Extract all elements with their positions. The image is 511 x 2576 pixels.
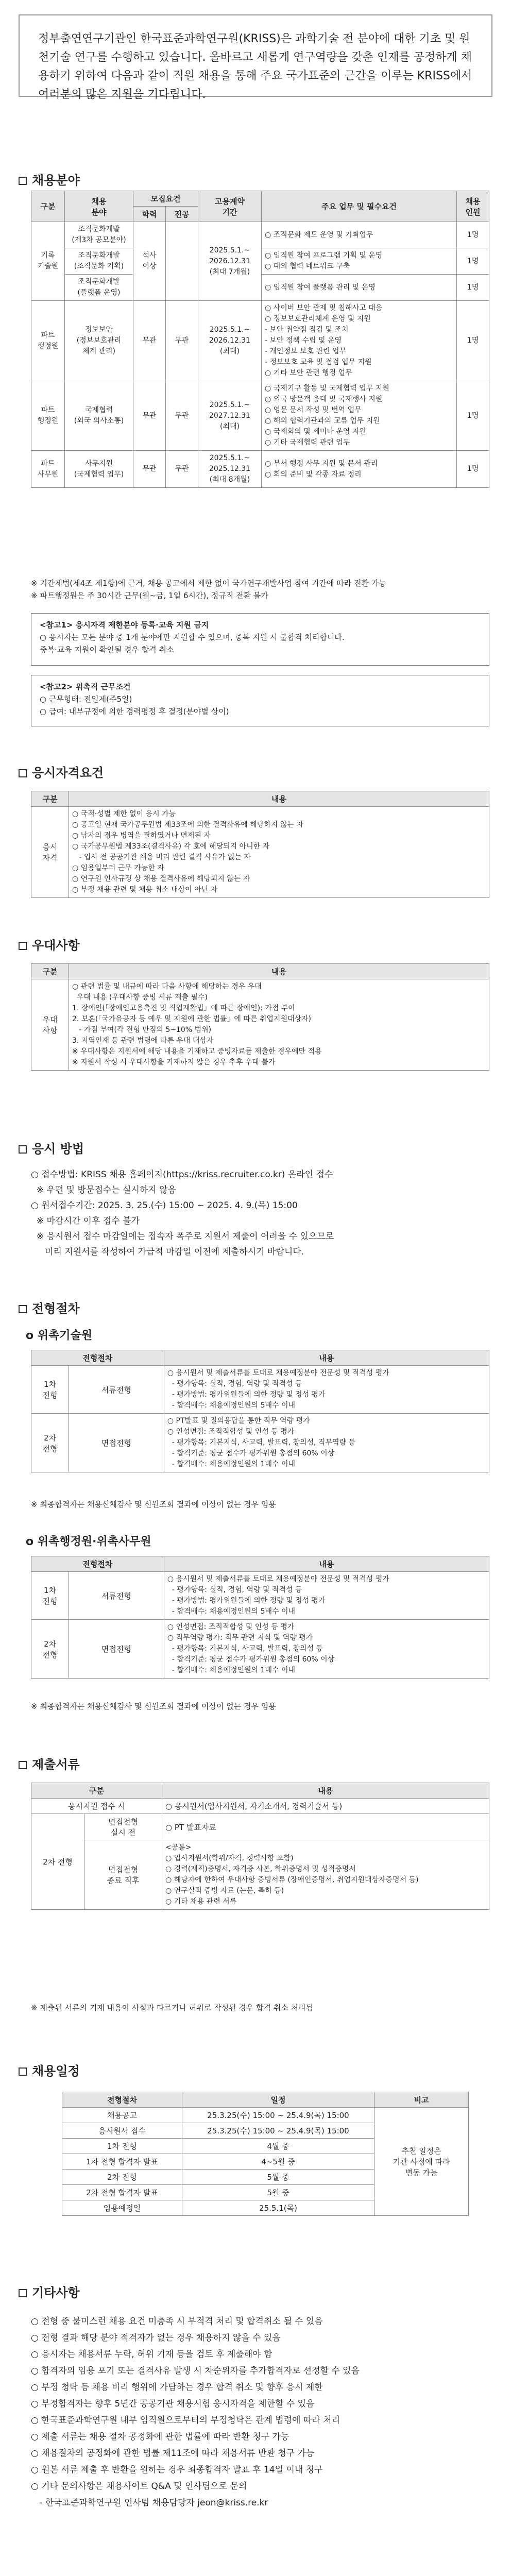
recruit-major-cell: 무관 xyxy=(166,381,198,451)
recruit-duties-cell: ○ 조직문화 제도 운영 및 기획업무 xyxy=(262,222,457,248)
documents-line: ○ 입사지원서(학위/자격, 경력사항 포함) xyxy=(165,1854,294,1862)
recruit-count-cell: 1명 xyxy=(457,451,489,488)
recruit-duties-cell: ○ 국제기구 활동 및 국제협력 업무 지원 ○ 외국 방문객 응대 및 국제행사 지원 ○ 영문 문서 작성 및 번역 업무 ○ 해외 협력기관과의 교류 업무 지원 ○ 국제회의 및 세미나 운영 지원 ○ 기타 국제협력 관련 업무 xyxy=(262,381,457,451)
square-bullet-icon xyxy=(19,942,27,950)
recruit-count-cell: 1명 xyxy=(457,301,489,381)
etc-line: ○ 응시자는 채용서류 누락, 허위 기재 등을 검토 후 제출해야 함 xyxy=(31,2349,272,2360)
process-a-line: - 평가방법: 평가위원들에 의한 정량 및 정성 평가 xyxy=(167,1391,326,1399)
schedule-table: 전형절차 일정 비고 채용공고 25.3.25(수) 15:00 ~ 25.4.9(목) 15:00 추천 일정은 기관 사정에 따라 변동 가능 응시원서 접수 25.3.25(수) 15:00 ~ 25.4.9(목) 15:00 1차 전형 4월 중 1차 전형 합격자 발표 4~5월 중 2차 전형 5월 중 2차 전형 합격자 발표 5월 중 임용예정일 25.5.1(목) xyxy=(62,2092,469,2216)
section-title-documents: 제출서류 xyxy=(19,1754,80,1772)
preference-line: ※ 우대사항은 지원서에 해당 내용을 기재하고 증빙자료를 제출한 경우에만 적용 xyxy=(72,1047,322,1056)
process-a-name-cell: 서류전형 xyxy=(69,1366,164,1414)
recruit-major-cell xyxy=(166,222,198,301)
apply-line: ※ 응시원서 접수 마감일에는 접속자 폭주로 지원서 제출이 어려울 수 있으므로 xyxy=(31,1231,334,1242)
preference-table: 구분 내용 우대 사항 ○ 관련 법률 및 내규에 따라 다음 사항에 해당하는 경우 우대 우대 내용 (우대사항 증빙 서류 제출 필수) 1. 장애인(「장애인고용촉진 및 직업재활법」에 따른 장애인): 가점 부여 2. 보훈(「국가유공자 등 예우 및 지원에 관한 법률」에 따른 취업지원대상자) - 가점 부여(각 전형 만점의 5~10% 범위) 3. 지역인재 등 관련 법령에 따른 우대 대상자 ※ 우대사항은 지원서에 해당 내용을 기재하고 증빙자료를 제출한 경우에만 적용 ※ 지원서 작성 시 우대사항을 기재하지 않은 경우 추후 우대 불가 xyxy=(31,963,489,1071)
etc-line: - 한국표준과학연구원 인사팀 채용담당자 jeon@kriss.re.kr xyxy=(31,2498,268,2508)
recruit-field-cell: 조직문화개발 (조직문화 기획) xyxy=(65,248,133,275)
recruit-period-cell: 2025.5.1.~ 2026.12.31 (최대) xyxy=(198,301,262,381)
schedule-row xyxy=(62,2108,469,2123)
process-a-line: - 평가항목: 기본지식, 사고력, 발표력, 창의성, 직무역량 등 xyxy=(167,1438,355,1447)
process-b-name-cell: 서류전형 xyxy=(69,1572,164,1620)
apply-content xyxy=(31,1167,489,1260)
process-a-line: - 평가항목: 실적, 경험, 역량 및 적격성 등 xyxy=(167,1380,302,1388)
square-bullet-icon xyxy=(19,1145,27,1154)
intro-text: 정부출연연구기관인 한국표준과학연구원(KRISS)은 과학기술 전 분야에 대한 기초 및 원천기술 연구를 수행하고 있습니다. 올바르고 새롭게 연구역량을 갖춘 인재를 공정하게 채용하기 위하여 다음과 같이 직원 채용을 통해 주요 국가표준의 근간을 이루는 KRISS에서 여러분의 많은 지원을 기다립니다. xyxy=(38,32,472,101)
recruit-group-cell: 기록 기술원 xyxy=(31,222,65,301)
recruit-header-major: 전공 xyxy=(166,207,198,222)
schedule-stage-cell: 2차 전형 합격자 발표 xyxy=(62,2185,182,2200)
preference-line: ○ 관련 법률 및 내규에 따라 다음 사항에 해당하는 경우 우대 xyxy=(72,982,262,991)
recruit-header-period: 고용계약 기간 xyxy=(198,191,262,222)
qualification-line: ○ 연구원 인사규정 상 채용 결격사유에 해당되지 않는 자 xyxy=(72,875,250,883)
qualification-line: ○ 공고일 현재 국가공무원법 제33조에 의한 결격사유에 해당하지 않는 자 xyxy=(72,821,303,829)
process-b-stage-cell: 1차 전형 xyxy=(31,1572,69,1620)
documents-note: ※ 제출된 서류의 기재 내용이 사실과 다르거나 허위로 작성된 경우 합격 취소 처리됨 xyxy=(31,2003,313,2012)
qualification-line: - 입사 전 공공기관 채용 비리 관련 결격 사유가 없는 자 xyxy=(72,853,251,861)
process-a-line: - 합격기준: 평균 점수가 평가위원 총점의 60% 이상 xyxy=(167,1449,335,1458)
square-bullet-icon xyxy=(19,1761,27,1769)
preference-line: 3. 지역인재 등 관련 법령에 따른 우대 대상자 xyxy=(72,1037,214,1045)
schedule-stage-cell: 임용예정일 xyxy=(62,2200,182,2216)
preference-line: 2. 보훈(「국가유공자 등 예우 및 지원에 관한 법률」에 따른 취업지원대상자) xyxy=(72,1015,312,1023)
square-bullet-icon xyxy=(19,769,27,777)
recruit-period-cell: 2025.5.1.~ 2025.12.31 (최대 8개월) xyxy=(198,451,262,488)
documents-line: ○ 기타 채용 관련 서류 xyxy=(165,1897,237,1906)
section-title-apply: 응시 방법 xyxy=(19,1139,84,1157)
schedule-stage-cell: 2차 전형 xyxy=(62,2170,182,2185)
process-a-line: ○ 응시원서 및 제출서류를 토대로 채용예정분야 전문성 및 적격성 평가 xyxy=(167,1369,389,1377)
apply-line: 미리 지원서를 작성하여 가급적 마감일 이전에 제출하시기 바랍니다. xyxy=(31,1247,304,1257)
process-b-line: - 합격배수: 채용예정인원의 5배수 이내 xyxy=(167,1607,296,1616)
circle-bullet-icon: o xyxy=(26,1535,38,1548)
process-a-name-cell: 면접전형 xyxy=(69,1414,164,1472)
etc-line: ○ 한국표준과학연구원 내부 임직원으로부터의 부정청탁은 관계 법령에 따라 처리 xyxy=(31,2415,340,2426)
process-b-content-cell xyxy=(164,1620,489,1679)
note-box-2: <참고2> 위촉직 근무조건 ○ 근무형태: 전일제(주5일) ○ 급여: 내부규정에 의한 경력평정 후 결정(분야별 상이) xyxy=(31,675,489,726)
square-bullet-icon xyxy=(19,177,27,185)
recruit-count-cell: 1명 xyxy=(457,275,489,301)
process-a-content-cell xyxy=(164,1414,489,1472)
recruit-edu-cell: 석사 이상 xyxy=(133,222,166,301)
recruit-header-count: 채용 인원 xyxy=(457,191,489,222)
recruit-count-cell: 1명 xyxy=(457,222,489,248)
qualification-line: ○ 임용일부터 근무 가능한 자 xyxy=(72,864,164,872)
process-b-header-content: 내용 xyxy=(164,1556,489,1572)
recruit-duties-cell: ○ 임직원 참여 프로그램 기획 및 운영 ○ 대외 협력 네트워크 구축 xyxy=(262,248,457,275)
recruit-field-cell: 국제협력 (외국 의사소통) xyxy=(65,381,133,451)
section-title-schedule: 채용일정 xyxy=(19,2061,80,2079)
process-b-name-cell: 면접전형 xyxy=(69,1620,164,1679)
process-a-content-cell xyxy=(164,1366,489,1414)
recruit-header-edu: 학력 xyxy=(133,207,166,222)
schedule-date-cell: 25.5.1(목) xyxy=(182,2200,374,2216)
process-b-title: o 위촉행정원·위촉사무원 xyxy=(26,1535,151,1548)
qualification-line: ○ 남자의 경우 병역을 필하였거나 면제된 자 xyxy=(72,832,211,840)
etc-content xyxy=(31,2313,489,2511)
documents-line: ○ 연구실적 증빙 자료 (논문, 특허 등) xyxy=(165,1887,284,1895)
recruit-field-cell: 사무지원 (국제협력 업무) xyxy=(65,451,133,488)
process-b-line: ○ 인성면접: 조직적합성 및 인성 등 평가 xyxy=(167,1623,295,1631)
recruit-major-cell: 무관 xyxy=(166,301,198,381)
recruit-group-cell: 파트 행정원 xyxy=(31,381,65,451)
preference-line: 우대 내용 (우대사항 증빙 서류 제출 필수) xyxy=(72,993,208,1002)
process-a-line: - 합격배수: 채용예정인원의 1배수 이내 xyxy=(167,1460,296,1468)
preference-line: ※ 지원서 작성 시 우대사항을 기재하지 않은 경우 추후 우대 불가 xyxy=(72,1058,276,1066)
recruit-duties-cell: ○ 사이버 보안 관제 및 침해사고 대응 ○ 정보보호관리체계 운영 및 지원 - 보안 취약점 점검 및 조치 - 보안 정책 수립 및 운영 - 개인정보 보호 관련 업무 - 정보보호 교육 및 점검 업무 지원 ○ 기타 보안 관련 행정 업무 xyxy=(262,301,457,381)
recruit-field-cell: 정보보안 (정보보호관리 체계 관리) xyxy=(65,301,133,381)
square-bullet-icon xyxy=(19,2067,27,2076)
apply-line: ○ 원서접수기간: 2025. 3. 25.(수) 15:00 ~ 2025. 4. 9.(목) 15:00 xyxy=(31,1200,298,1211)
process-b-row xyxy=(31,1572,489,1620)
process-b-row xyxy=(31,1620,489,1679)
recruit-major-cell: 무관 xyxy=(166,451,198,488)
schedule-date-cell: 25.3.25(수) 15:00 ~ 25.4.9(목) 15:00 xyxy=(182,2108,374,2123)
section-title-preference: 우대사항 xyxy=(19,935,80,953)
section-title-etc: 기타사항 xyxy=(19,2282,80,2300)
documents-table: 구분 내용 응시지원 접수 시 ○ 응시원서(입사지원서, 자기소개서, 경력기술서 등) 2차 전형 면접전형 실시 전 ○ PT 발표자료 면접전형 종료 직후 <공통> ○ 입사지원서(학위/자격, 경력사항 포함) ○ 경력(재직)증명서, 자격증 사본, 학위증명서 및 성적증명서 ○ 해당자에 한하여 우대사항 증빙서류 (장애인증명서, 취업지원대상자증명서 등) ○ 연구실적 증빙 자료 (논문, 특허 등) ○ 기타 채용 관련 서류 xyxy=(31,1783,489,1910)
qualification-content xyxy=(69,807,489,898)
process-b-line: - 평가항목: 기본지식, 사고력, 발표력, 창의성 등 xyxy=(167,1645,323,1653)
section-title-process: 전형절차 xyxy=(19,1298,80,1316)
process-a-row xyxy=(31,1366,489,1414)
etc-line: ○ 전형 중 불미스런 채용 요건 미충족 시 부적격 처리 및 합격취소 될 수 있음 xyxy=(31,2316,323,2327)
table-row xyxy=(31,222,489,248)
documents-header-content: 내용 xyxy=(162,1783,489,1799)
table-row xyxy=(31,301,489,381)
square-bullet-icon xyxy=(19,2289,27,2297)
recruit-count-cell: 1명 xyxy=(457,248,489,275)
process-a-table xyxy=(31,1350,489,1472)
process-b-header-stage: 전형절차 xyxy=(31,1556,164,1572)
recruit-period-cell: 2025.5.1.~ 2027.12.31 (최대) xyxy=(198,381,262,451)
etc-line: ○ 전형 결과 해당 분야 적격자가 없는 경우 채용하지 않을 수 있음 xyxy=(31,2333,281,2343)
table-row xyxy=(31,381,489,451)
process-a-line: ○ 인성면접: 조직적합성 및 인성 등 평가 xyxy=(167,1428,295,1436)
qualification-line: ○ 국적·성별 제한 없이 응시 가능 xyxy=(72,810,176,818)
documents-header-stage: 구분 xyxy=(31,1783,162,1799)
schedule-date-cell: 25.3.25(수) 15:00 ~ 25.4.9(목) 15:00 xyxy=(182,2123,374,2139)
preference-line: - 가점 부여(각 전형 만점의 5~10% 범위) xyxy=(72,1026,212,1034)
recruit-duties-cell: ○ 부서 행정 사무 지원 및 문서 관리 ○ 회의 준비 및 각종 자료 정리 xyxy=(262,451,457,488)
recruit-group-cell: 파트 사무원 xyxy=(31,451,65,488)
schedule-date-cell: 5월 중 xyxy=(182,2185,374,2200)
recruit-header-req: 모집요건 xyxy=(133,191,198,207)
schedule-date-cell: 4~5월 중 xyxy=(182,2154,374,2170)
schedule-stage-cell: 1차 전형 xyxy=(62,2139,182,2154)
process-b-content-cell xyxy=(164,1572,489,1620)
documents-stage-1: 응시지원 접수 시 xyxy=(31,1799,162,1814)
table-row xyxy=(31,451,489,488)
documents-line: ○ 경력(재직)증명서, 자격증 사본, 학위증명서 및 성적증명서 xyxy=(165,1865,356,1873)
recruit-count-cell: 1명 xyxy=(457,381,489,451)
process-b-line: - 평가항목: 실적, 경험, 역량 및 적격성 등 xyxy=(167,1586,302,1594)
process-a-stage-cell: 2차 전형 xyxy=(31,1414,69,1472)
qualification-line: ○ 국가공무원법 제33조(결격사유) 각 호에 해당되지 아니한 자 xyxy=(72,842,270,851)
process-a-note: ※ 최종합격자는 채용신체검사 및 신원조회 결과에 이상이 없는 경우 임용 xyxy=(31,1500,276,1509)
etc-line: ○ 제출 서류는 채용 절차 공정화에 관한 법률에 따라 반환 청구 가능 xyxy=(31,2432,289,2442)
process-b-note: ※ 최종합격자는 채용신체검사 및 신원조회 결과에 이상이 없는 경우 임용 xyxy=(31,1702,276,1711)
process-b-line: ○ 직무역량 평가: 직무 관련 지식 및 역량 평가 xyxy=(167,1634,313,1642)
square-bullet-icon xyxy=(19,1305,27,1313)
recruit-edu-cell: 무관 xyxy=(133,381,166,451)
apply-line: ※ 우편 및 방문접수는 실시하지 않음 xyxy=(31,1185,176,1195)
process-a-line: ○ PT발표 및 질의응답을 통한 직무 역량 평가 xyxy=(167,1417,310,1425)
process-a-line: - 합격배수: 채용예정인원의 5배수 이내 xyxy=(167,1401,296,1410)
schedule-remark-cell: 추천 일정은 기관 사정에 따라 변동 가능 xyxy=(374,2108,469,2216)
documents-line: ○ 해당자에 한하여 우대사항 증빙서류 (장애인증명서, 취업지원대상자증명서 등) xyxy=(165,1876,419,1884)
etc-line: ○ 부정 청탁 등 채용 비리 행위에 가담하는 경우 합격 취소 및 향후 응시 제한 xyxy=(31,2382,323,2393)
etc-line: ○ 기타 문의사항은 채용사이트 Q&A 및 인사팀으로 문의 xyxy=(31,2481,247,2492)
documents-line: <공통> xyxy=(165,1843,192,1852)
recruit-header-group: 구분 xyxy=(31,191,65,222)
etc-line: ○ 부정합격자는 향후 5년간 공공기관 채용시험 응시자격을 제한할 수 있음 xyxy=(31,2399,315,2409)
intro-box xyxy=(19,14,492,101)
preference-label: 우대 사항 xyxy=(31,979,69,1071)
documents-stage-2: 2차 전형 xyxy=(31,1814,84,1910)
section-title-recruit: 채용분야 xyxy=(19,170,80,188)
recruit-field-cell: 조직문화개발 (플랫폼 운영) xyxy=(65,275,133,301)
circle-bullet-icon: o xyxy=(26,1329,38,1342)
qualification-label: 응시 자격 xyxy=(31,807,69,898)
process-b-line: - 합격배수: 채용예정인원의 1배수 이내 xyxy=(167,1666,296,1674)
recruit-edu-cell: 무관 xyxy=(133,301,166,381)
recruit-period-cell: 2025.5.1.~ 2026.12.31 (최대 7개월) xyxy=(198,222,262,301)
recruit-field-cell: 조직문화개발 (제3차 공모분야) xyxy=(65,222,133,248)
documents-content xyxy=(162,1840,489,1910)
apply-line: ※ 마감시간 이후 접수 불가 xyxy=(31,1216,140,1226)
recruit-header-duties: 주요 업무 및 필수요건 xyxy=(262,191,457,222)
process-a-row xyxy=(31,1414,489,1472)
etc-line: ○ 원본 서류 제출 후 반환을 원하는 경우 최종합격자 발표 후 14일 이내 청구 xyxy=(31,2465,323,2475)
recruit-notes: ※ 기간제법(제4조 제1항)에 근거, 채용 공고에서 제한 없이 국가연구개발사업 참여 기간에 따라 전환 가능 ※ 파트행정원은 주 30시간 근무(월~금, 1일 6시간), 정규직 전환 불가 xyxy=(31,579,386,600)
recruit-header-field: 채용 분야 xyxy=(65,191,133,222)
etc-line: ○ 채용절차의 공정화에 관한 법률 제11조에 따라 채용서류 반환 청구 가능 xyxy=(31,2448,315,2459)
preference-line: 1. 장애인(「장애인고용촉진 및 직업재활법」에 따른 장애인): 가점 부여 xyxy=(72,1004,295,1012)
process-a-header-content: 내용 xyxy=(164,1350,489,1366)
qualification-line: ○ 부정 채용 관련 및 채용 취소 대상이 아닌 자 xyxy=(72,886,218,894)
etc-line: ○ 합격자의 임용 포기 또는 결격사유 발생 시 차순위자를 추가합격자로 선정할 수 있음 xyxy=(31,2366,360,2376)
recruit-duties-cell: ○ 임직원 참여 플랫폼 관리 및 운영 xyxy=(262,275,457,301)
schedule-stage-cell: 응시원서 접수 xyxy=(62,2123,182,2139)
schedule-stage-cell: 채용공고 xyxy=(62,2108,182,2123)
process-b-line: - 평가방법: 평가위원들에 의한 정량 및 정성 평가 xyxy=(167,1597,326,1605)
recruit-edu-cell: 무관 xyxy=(133,451,166,488)
process-a-header-stage: 전형절차 xyxy=(31,1350,164,1366)
section-title-qualification: 응시자격요건 xyxy=(19,762,104,781)
schedule-stage-cell: 1차 전형 합격자 발표 xyxy=(62,2154,182,2170)
process-b-table xyxy=(31,1556,489,1679)
apply-line: ○ 접수방법: KRISS 채용 홈페이지(https://kriss.recruiter.co.kr) 온라인 접수 xyxy=(31,1170,333,1180)
recruit-table xyxy=(31,191,489,488)
schedule-date-cell: 4월 중 xyxy=(182,2139,374,2154)
schedule-date-cell: 5월 중 xyxy=(182,2170,374,2185)
qualification-table: 구분 내용 응시 자격 ○ 국적·성별 제한 없이 응시 가능 ○ 공고일 현재 국가공무원법 제33조에 의한 결격사유에 해당하지 않는 자 ○ 남자의 경우 병역을 필하였거나 면제된 자 ○ 국가공무원법 제33조(결격사유) 각 호에 해당되지 아니한 자 - 입사 전 공공기관 채용 비리 관련 결격 사유가 없는 자 ○ 임용일부터 근무 가능한 자 ○ 연구원 인사규정 상 채용 결격사유에 해당되지 않는 자 ○ 부정 채용 관련 및 채용 취소 대상이 아닌 자 xyxy=(31,791,489,898)
process-b-stage-cell: 2차 전형 xyxy=(31,1620,69,1679)
process-a-stage-cell: 1차 전형 xyxy=(31,1366,69,1414)
recruit-group-cell: 파트 행정원 xyxy=(31,301,65,381)
note-box-1: <참고1> 응시자격 제한분야 등록·교육 지원 금지 ○ 응시자는 모든 분야 중 1개 분야에만 지원할 수 있으며, 중복 지원 시 불합격 처리합니다. 중복·교육 지원이 확인될 경우 합격 취소 xyxy=(31,613,489,666)
process-b-line: ○ 응시원서 및 제출서류를 토대로 채용예정분야 전문성 및 적격성 평가 xyxy=(167,1575,389,1583)
preference-content xyxy=(69,979,489,1071)
process-b-line: - 합격기준: 평균 점수가 평가위원 총점의 60% 이상 xyxy=(167,1655,335,1664)
process-a-title: o 위촉기술원 xyxy=(26,1329,93,1342)
